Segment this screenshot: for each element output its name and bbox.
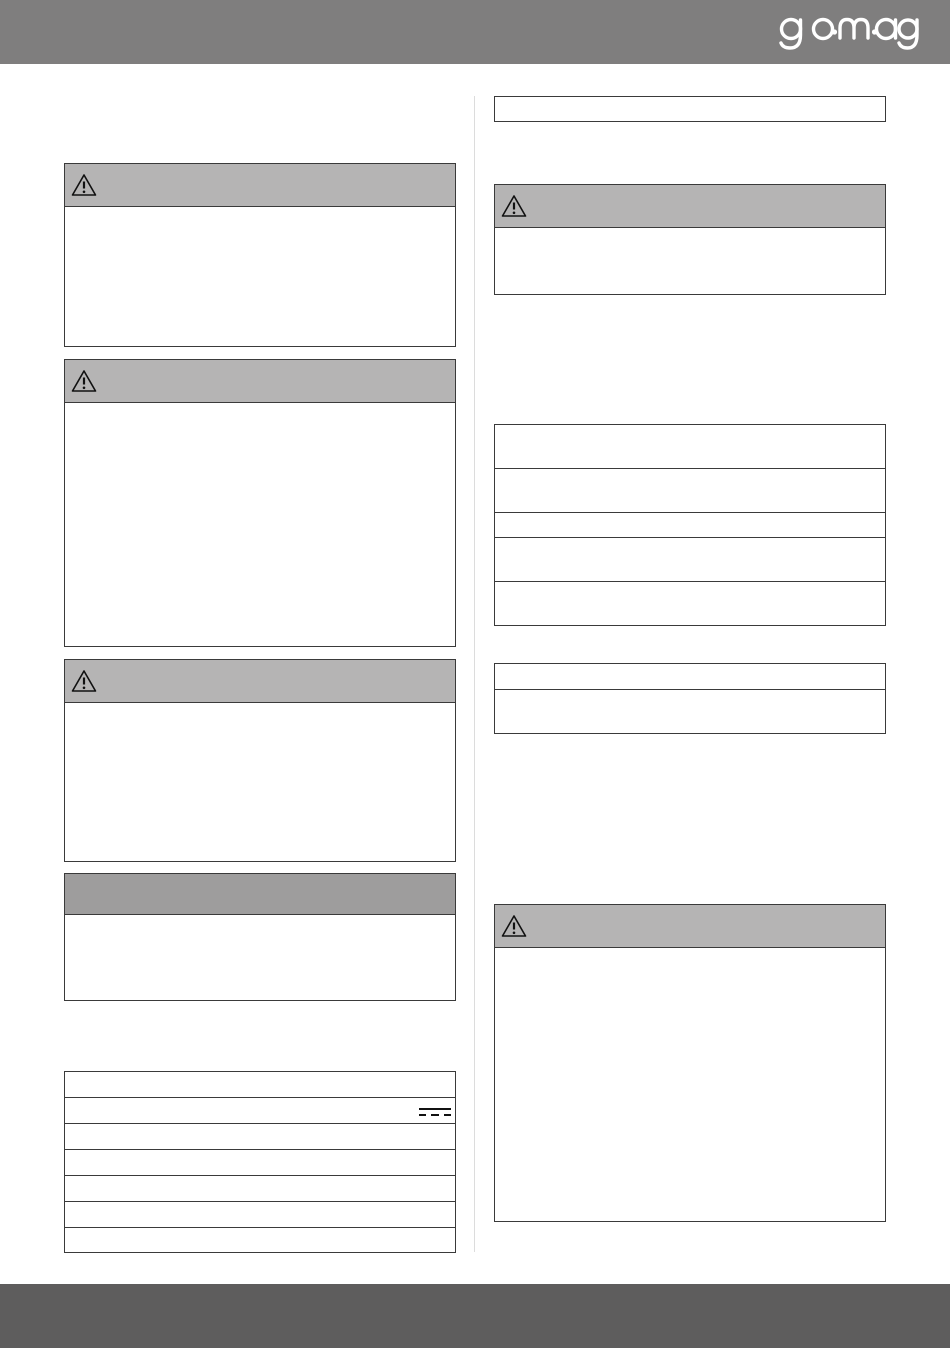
- warning-box: [494, 904, 886, 1222]
- gomag-logo: [778, 10, 920, 52]
- table-row: [65, 1202, 455, 1228]
- table-row: [65, 1228, 455, 1254]
- warning-box: [64, 163, 456, 347]
- page-footer: [0, 1284, 950, 1348]
- single-row-table: [494, 96, 886, 122]
- direct-current-symbol-icon: [419, 1107, 451, 1117]
- table-row: [495, 97, 885, 121]
- warning-header: [65, 164, 455, 207]
- warning-triangle-icon: [71, 173, 97, 197]
- info-table: [494, 424, 886, 626]
- table-row: [495, 582, 885, 625]
- note-header: [65, 874, 455, 915]
- column-divider: [474, 96, 475, 1252]
- warning-header: [495, 905, 885, 948]
- table-row: [495, 425, 885, 469]
- table-row: [65, 1176, 455, 1202]
- warning-header: [65, 360, 455, 403]
- warning-triangle-icon: [501, 914, 527, 938]
- warning-header: [495, 185, 885, 228]
- warning-triangle-icon: [71, 369, 97, 393]
- table-row: [495, 513, 885, 538]
- table-row: [65, 1098, 455, 1124]
- table-row: [495, 538, 885, 582]
- table-row: [495, 469, 885, 513]
- note-box: [64, 873, 456, 1001]
- warning-box: [64, 659, 456, 862]
- warning-box: [64, 359, 456, 647]
- page-header: [0, 0, 950, 64]
- info-table: [494, 663, 886, 734]
- table-row: [65, 1124, 455, 1150]
- warning-triangle-icon: [71, 669, 97, 693]
- warning-triangle-icon: [501, 194, 527, 218]
- table-row: [65, 1150, 455, 1176]
- table-row: [495, 664, 885, 690]
- table-row: [65, 1072, 455, 1098]
- warning-header: [65, 660, 455, 703]
- specifications-table: [64, 1071, 456, 1253]
- warning-box: [494, 184, 886, 295]
- table-row: [495, 690, 885, 733]
